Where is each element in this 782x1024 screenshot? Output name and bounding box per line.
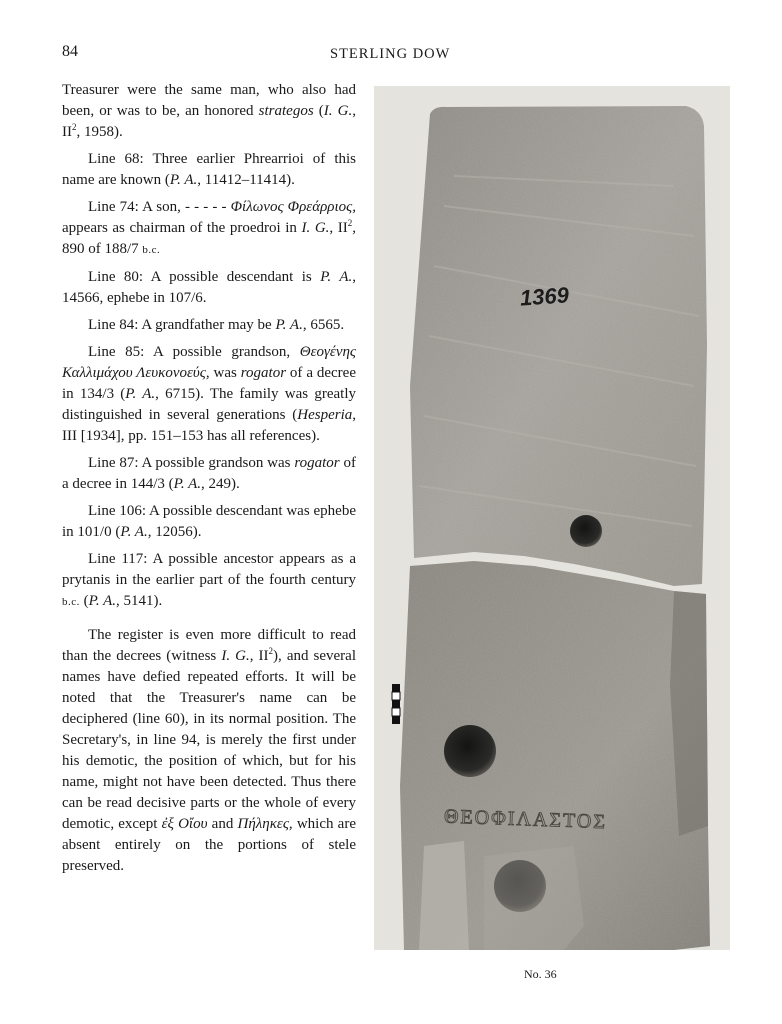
- stele-inscription: ΘΕΟΦΙΛΑΣΤΟΣ: [443, 805, 608, 834]
- body-text: [62, 80, 356, 883]
- paragraph-6: Line 85: A possible grandson, Θεογένης Καλλιμάχου Λευκονοεύς, was rogator of a decree in 134/3 (P. A., 6715). The family was greatly distinguished in several generations (Hesperia, III [1934], pp. 151–153 has all references).: [62, 344, 356, 444]
- paragraph-2: Line 68: Three earlier Phrearrioi of this name are known (P. A., 11412–11414).: [62, 151, 356, 188]
- paragraph-8: Line 106: A possible descendant was ephebe in 101/0 (P. A., 12056).: [62, 503, 356, 540]
- paragraph-3: Line 74: A son, - - - - - Φίλωνος Φρεάρριος, appears as chairman of the proedroi in I. G., $II^2$, 890 of 188/7 b.c.: [62, 199, 356, 257]
- running-head: STERLING DOW: [330, 46, 451, 62]
- paragraph-7: Line 87: A possible grandson was rogator of a decree in 144/3 (P. A., 249).: [62, 455, 356, 492]
- stele-photograph: [374, 86, 730, 950]
- inventory-number: 1369: [519, 282, 570, 311]
- figure-caption: No. 36: [524, 967, 557, 981]
- scale-bar: [392, 684, 400, 724]
- page-number: 84: [62, 43, 78, 60]
- paragraph-9: Line 117: A possible ancestor appears as a prytanis in the earlier part of the fourth century b.c. (P. A., 5141).: [62, 551, 356, 609]
- paragraph-1: Treasurer were the same man, who also had been, or was to be, an honored strategos (I. G., $II^2$, 1958).: [62, 82, 356, 140]
- paragraph-10: The register is even more difficult to read than the decrees (witness I. G., $II^2$), and several names have defied repeated efforts. It will be noted that the Treasurer's name can be deciphered (line 60), in its normal position. The Secretary's, in line 94, is merely the first under his demotic, the position of which, but for his name, might not have been detected. Thus there can be read decisive parts or the whole of every demotic, except ἐξ Οἴου and Πήληκες, which are absent entirely on the portions of stele preserved.: [62, 627, 356, 874]
- paragraph-5: Line 84: A grandfather may be P. A., 6565.: [88, 317, 345, 333]
- paragraph-4: Line 80: A possible descendant is P. A., 14566, ephebe in 107/6.: [62, 269, 357, 306]
